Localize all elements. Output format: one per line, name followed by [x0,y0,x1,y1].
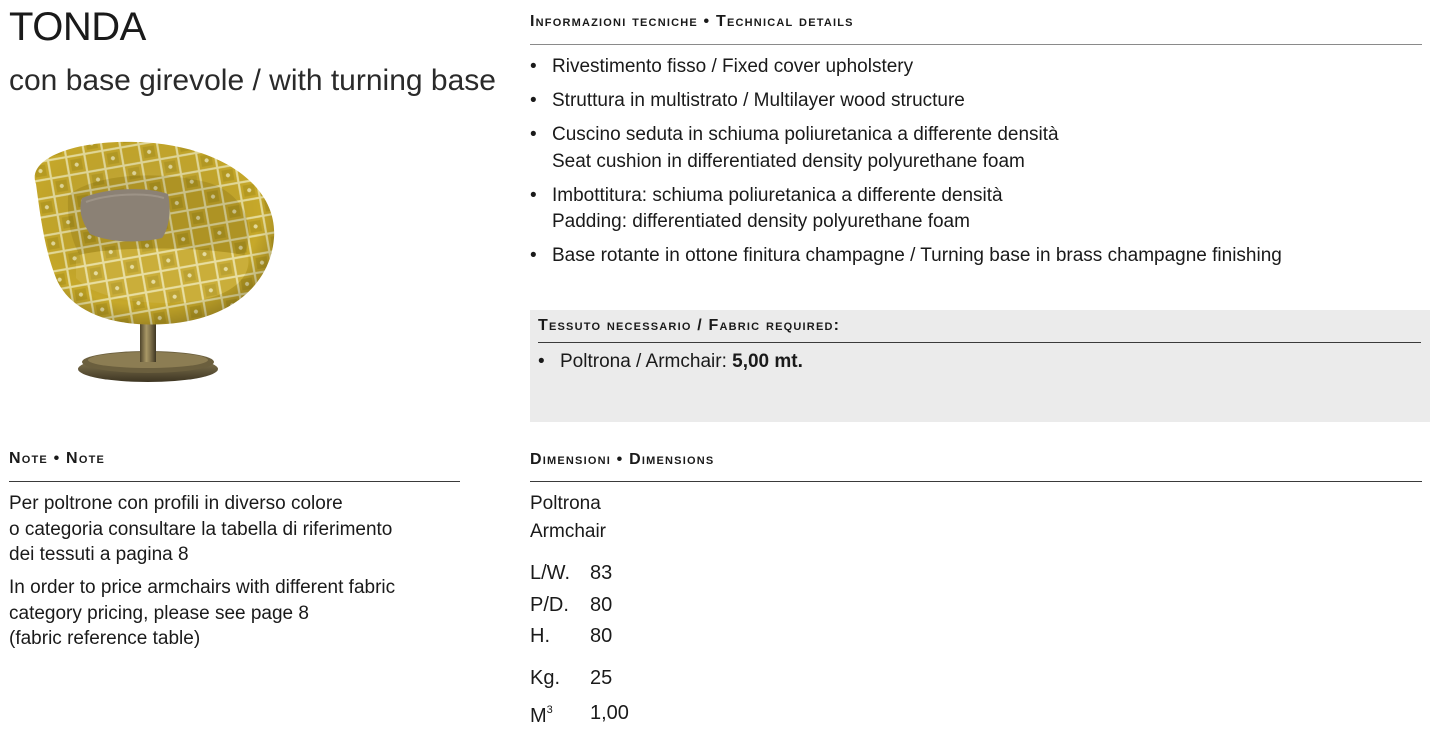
dimensions-heading: Dimensioni • Dimensions [530,450,714,470]
weight-row [530,663,629,695]
notes-italian-line: dei tessuti a pagina 8 [9,542,469,568]
notes-heading: Note • Note [9,449,105,469]
dimensions-table [530,558,612,653]
dimension-value: 83 [590,558,612,590]
dimension-value: 80 [590,590,612,622]
notes-italian [9,491,469,568]
notes-english [9,575,469,652]
bullet-icon: • [530,183,542,210]
technical-item-text: Cuscino seduta in schiuma poliuretanica a differente densità [552,122,1422,149]
volume-label: M [530,705,547,727]
notes-italian-line: Per poltrone con profili in diverso colore [9,491,469,517]
fabric-required-item [538,349,803,375]
fabric-required-heading: Tessuto necessario / Fabric required: [538,316,840,336]
weight-volume-table [530,663,629,732]
technical-item-text: Rivestimento fisso / Fixed cover upholstery [552,54,1422,81]
technical-details-divider [530,44,1422,45]
product-subtitle: con base girevole / with turning base [9,62,496,100]
dimension-value: 80 [590,621,612,653]
dimension-label: L/W. [530,558,590,590]
volume-value: 1,00 [590,695,629,732]
volume-label-cell [530,695,590,732]
dimension-row [530,590,612,622]
technical-details-list [530,54,1422,277]
technical-item-text: Base rotante in ottone finitura champagne / Turning base in brass champagne finishing [552,243,1422,270]
product-name-italian: Poltrona [530,490,606,518]
armchair-image [16,138,284,392]
dimensions-divider [530,481,1422,482]
technical-item-text: Padding: differentiated density polyurethane foam [552,209,1422,236]
notes-english-line: category pricing, please see page 8 [9,601,469,627]
product-title: TONDA [9,4,146,50]
fabric-item-label: Poltrona / Armchair: [560,351,732,372]
fabric-item-value: 5,00 mt. [732,351,803,372]
technical-item [530,122,1422,175]
volume-row [530,695,629,732]
technical-item-text: Seat cushion in differentiated density polyurethane foam [552,149,1422,176]
technical-item [530,88,1422,115]
technical-item-text: Imbottitura: schiuma poliuretanica a differente densità [552,183,1422,210]
bullet-icon: • [530,54,542,81]
notes-english-line: In order to price armchairs with different fabric [9,575,469,601]
dimension-label: P/D. [530,590,590,622]
bullet-icon: • [530,122,542,149]
bullet-icon: • [530,243,542,270]
technical-item [530,243,1422,270]
dimension-row [530,558,612,590]
bullet-icon: • [538,349,560,375]
weight-label: Kg. [530,663,590,695]
technical-item [530,54,1422,81]
bullet-icon: • [530,88,542,115]
volume-superscript: 3 [547,704,553,716]
technical-item-text: Struttura in multistrato / Multilayer wood structure [552,88,1422,115]
notes-divider [9,481,460,482]
dimensions-product-name [530,490,606,546]
weight-value: 25 [590,663,629,695]
technical-details-heading: Informazioni tecniche • Technical details [530,12,854,32]
fabric-required-divider [538,342,1421,343]
fabric-required-box [530,310,1430,422]
technical-item [530,183,1422,236]
dimension-row [530,621,612,653]
dimension-label: H. [530,621,590,653]
product-name-english: Armchair [530,518,606,546]
notes-english-line: (fabric reference table) [9,626,469,652]
notes-italian-line: o categoria consultare la tabella di riferimento [9,517,469,543]
